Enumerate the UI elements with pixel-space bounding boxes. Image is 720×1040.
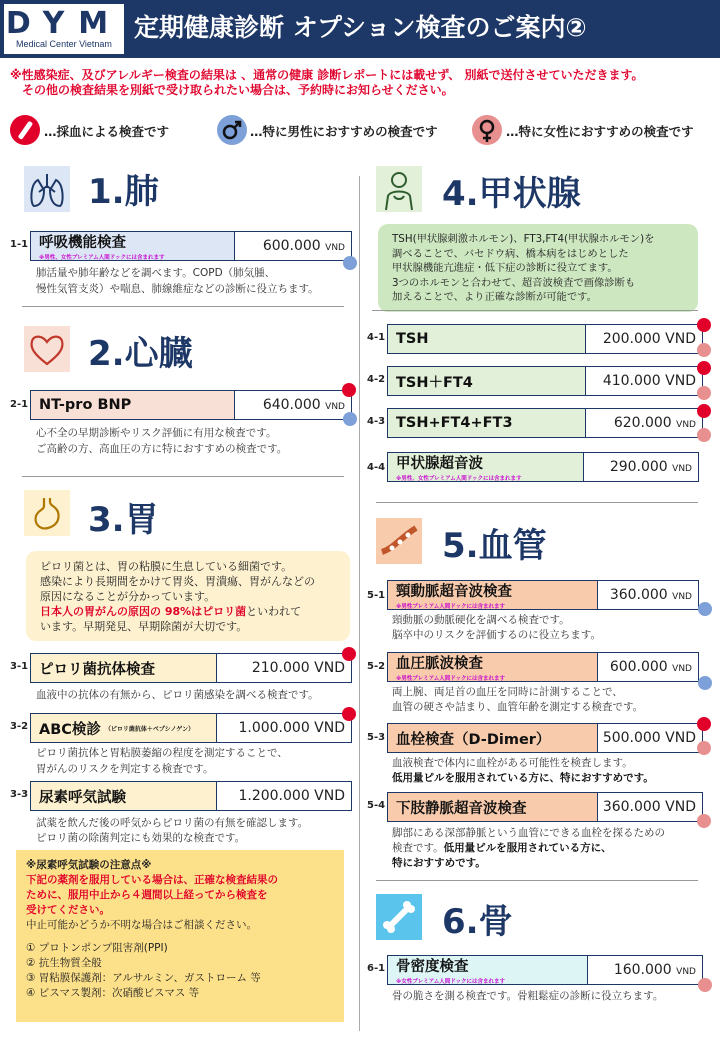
breath-desc-2: ピロリ菌の除菌判定にも効果的な検査です。 — [36, 832, 246, 844]
divider — [376, 880, 698, 881]
item-row-2-1[interactable] — [30, 390, 352, 420]
divider — [376, 502, 698, 503]
item-note: ※男性プレミアム人間ドックには含まれます — [396, 676, 506, 682]
caution-line: 下記の薬剤を服用している場合は、正確な検査結果の — [26, 874, 278, 886]
item-name-cell — [388, 367, 586, 395]
stomach-icon — [24, 490, 70, 536]
pylori-info-box: ピロリ菌とは、胃の粘膜に生息している細菌です。 感染により長期間をかけて胃炎、胃潰瘍、胃がんなどの 原因になることが分かっています。 日本人の胃がんの原因の 98%はピロリ菌といわれて います。早期発見、早期除菌が大切です。 — [26, 551, 350, 641]
male-marker-icon — [698, 602, 712, 616]
caution-box — [16, 850, 344, 1022]
item-row-4-3[interactable] — [387, 408, 703, 438]
item-name-cell — [388, 956, 588, 984]
item-number: 4-4 — [367, 462, 386, 473]
notice-line-2: その他の検査結果を別紙で受け取られたい場合は、予約時にお知らせください。 — [22, 83, 454, 97]
female-marker-icon — [697, 343, 711, 357]
item-note: ※女性プレミアム人間ドックには含まれます — [396, 979, 506, 985]
item-name: TSH＋FT4 — [396, 374, 473, 391]
item-name: 甲状腺超音波 — [396, 456, 483, 472]
item-number: 1-1 — [10, 239, 29, 250]
item-name-cell — [388, 724, 598, 752]
blood-marker-icon — [342, 707, 356, 721]
item-name: 呼吸機能検査 — [39, 235, 126, 251]
female-marker-icon — [698, 978, 712, 992]
logo-subtitle: Medical Center Vietnam — [16, 39, 112, 49]
male-marker-icon — [343, 412, 357, 426]
item-row-4-2[interactable] — [387, 366, 703, 396]
leg-vein-desc-3: 特におすすめです。 — [392, 857, 486, 869]
male-marker-icon — [698, 676, 712, 690]
item-price: 210.000 VND — [251, 660, 345, 676]
item-sub: （ピロリ菌抗体＋ペプシノゲン） — [104, 725, 195, 733]
item-name-cell — [388, 409, 586, 437]
blood-marker-icon — [697, 717, 711, 731]
item-price: 1.200.000 VND — [238, 788, 345, 804]
item-name-cell — [388, 325, 586, 353]
section-title-bone: 6.骨 — [442, 902, 513, 942]
heart-desc-2: ご高齢の方、高血圧の方に特におすすめの検査です。 — [36, 443, 288, 455]
drug-list-item: ② 抗生物質全般 — [26, 957, 102, 969]
item-row-1-1[interactable] — [30, 231, 352, 261]
item-price: 360.000 VND — [602, 799, 696, 815]
lung-desc-2: 慢性気管支炎）や喘息、肺線維症などの診断に役立ちます。 — [36, 283, 319, 295]
item-number: 5-1 — [367, 590, 386, 601]
blood-marker-icon — [342, 383, 356, 397]
female-symbol-icon — [472, 115, 502, 145]
pylori-antibody-desc: 血液中の抗体の有無から、ピロリ菌感染を調べる検査です。 — [36, 689, 319, 701]
heart-desc-1: 心不全の早期診断やリスク評価に有用な検査です。 — [36, 427, 277, 439]
abc-desc-2: 胃がんのリスクを判定する検査です。 — [36, 763, 214, 775]
item-row-3-1[interactable] — [30, 653, 352, 683]
caution-line: 受けてください。 — [26, 904, 110, 916]
item-price: 500.000 VND — [602, 730, 696, 746]
lungs-icon — [24, 166, 70, 212]
leg-vein-desc-2: 検査です。低用量ピルを服用されている方に、 — [392, 842, 612, 854]
male-symbol-icon — [217, 115, 247, 145]
thyroid-icon — [376, 166, 422, 212]
item-number: 5-4 — [367, 800, 386, 811]
drug-list-item: ④ ビスマス製剤：次硝酸ビスマス 等 — [26, 987, 200, 999]
item-row-5-4[interactable] — [387, 792, 703, 822]
item-price: 620.000 VND — [613, 415, 696, 431]
male-marker-icon — [343, 256, 357, 270]
item-name: 骨密度検査 — [396, 959, 469, 975]
item-name-cell — [31, 714, 217, 742]
logo — [4, 4, 124, 54]
item-name: TSH+FT4+FT3 — [396, 415, 513, 431]
section-title-thyroid: 4.甲状腺 — [442, 174, 581, 214]
female-marker-icon — [697, 428, 711, 442]
item-row-5-1[interactable] — [387, 580, 699, 610]
blood-tube-icon — [10, 115, 40, 145]
item-name-cell — [388, 581, 598, 609]
notice-line-1: ※性感染症、及びアレルギー検査の結果は 、通常の健康 診断レポートには載せず、 別紙で送付させていただきます。 — [10, 68, 644, 82]
item-row-5-2[interactable] — [387, 652, 699, 682]
item-number: 5-3 — [367, 732, 386, 743]
thyroid-info-box: TSH(甲状腺刺激ホルモン)、FT3,FT4(甲状腺ホルモン)を 調べることで、バセドウ病、橋本病をはじめとした 甲状腺機能亢進症・低下症の診断に役立てます。 3つのホルモンと合わせて、超音波検査で画像診断も 加えることで、より正確な診断が可能です。 — [378, 224, 698, 312]
item-price: 160.000 VND — [613, 962, 696, 978]
bone-icon — [376, 894, 422, 940]
section-title-vessel: 5.血管 — [442, 526, 547, 566]
legend-male: …特に男性におすすめの検査です — [250, 124, 438, 139]
divider — [22, 476, 344, 477]
item-number: 3-2 — [10, 721, 29, 732]
item-name-cell — [31, 232, 235, 260]
item-number: 2-1 — [10, 399, 29, 410]
item-note: ※男性プレミアム人間ドックには含まれます — [396, 604, 506, 610]
item-row-3-2[interactable] — [30, 713, 352, 743]
blood-marker-icon — [697, 318, 711, 332]
item-row-6-1[interactable] — [387, 955, 703, 985]
logo-text: DYM — [5, 6, 123, 41]
item-name: TSH — [396, 331, 429, 347]
item-price: 640.000 VND — [262, 397, 345, 413]
item-row-3-3[interactable] — [30, 781, 352, 811]
leg-vein-desc-1: 脚部にある深部静脈という血管にできる血栓を探るための — [392, 827, 665, 839]
divider — [372, 310, 698, 311]
blood-vessel-icon — [376, 518, 422, 564]
female-marker-icon — [697, 741, 711, 755]
caution-title: ※尿素呼気試験の注意点※ — [26, 859, 152, 871]
lung-desc-1: 肺活量や肺年齢などを調べます。COPD（肺気腫、 — [36, 267, 276, 279]
column-divider — [359, 176, 360, 1031]
caution-line: ために、服用中止から４週間以上経ってから検査を — [26, 889, 268, 901]
item-name: 血栓検査（D-Dimer） — [396, 731, 551, 748]
item-number: 4-1 — [367, 332, 386, 343]
item-name-cell — [31, 654, 217, 682]
item-price: 1.000.000 VND — [238, 720, 345, 736]
female-marker-icon — [697, 386, 711, 400]
item-number: 6-1 — [367, 963, 386, 974]
item-name: 下肢静脈超音波検査 — [396, 800, 527, 817]
item-name: NT-pro BNP — [39, 397, 132, 413]
legend-blood: …採血による検査です — [44, 124, 170, 139]
item-number: 3-3 — [10, 789, 29, 800]
bone-desc: 骨の脆さを測る検査です。骨粗鬆症の診断に役立ちます。 — [392, 990, 664, 1002]
item-name-cell — [31, 391, 235, 419]
abc-desc-1: ピロリ菌抗体と胃粘膜萎縮の程度を測定することで、 — [36, 747, 288, 759]
legend-female: …特に女性におすすめの検査です — [506, 124, 694, 139]
divider — [22, 306, 344, 307]
item-name: 血圧脈波検査 — [396, 656, 483, 672]
breath-desc-1: 試薬を飲んだ後の呼気からピロリ菌の有無を確認します。 — [36, 817, 309, 829]
carotid-desc-2: 脳卒中のリスクを評価するのに役立ちます。 — [392, 629, 601, 641]
drug-list-item: ③ 胃粘膜保護剤：アルサルミン、ガストローム 等 — [26, 972, 261, 984]
item-name: ピロリ菌抗体検査 — [39, 661, 155, 678]
thrombus-desc-2: 低用量ピルを服用されている方に、特におすすめです。 — [392, 772, 654, 784]
item-name: 頸動脈超音波検査 — [396, 584, 512, 600]
item-name-cell — [388, 653, 598, 681]
item-name-cell — [388, 793, 598, 821]
female-marker-icon — [697, 814, 711, 828]
item-row-4-4[interactable] — [387, 452, 699, 482]
blood-marker-icon — [697, 404, 711, 418]
item-price: 290.000 VND — [609, 459, 692, 475]
section-title-stomach: 3.胃 — [88, 500, 159, 540]
page-title: 定期健康診断 オプション検査のご案内② — [134, 13, 587, 42]
caution-note: 中止可能かどうか不明な場合はご相談ください。 — [26, 919, 257, 931]
section-title-heart: 2.心臓 — [88, 334, 193, 374]
blood-marker-icon — [342, 647, 356, 661]
blood-marker-icon — [697, 361, 711, 375]
item-number: 5-2 — [367, 661, 386, 672]
item-name-cell — [31, 782, 217, 810]
carotid-desc-1: 頸動脈の動脈硬化を調べる検査です。 — [392, 614, 570, 626]
item-row-4-1[interactable] — [387, 324, 703, 354]
item-note: ※男性、女性プレミアム人間ドックには含まれます — [396, 476, 522, 482]
item-price: 410.000 VND — [602, 373, 696, 389]
item-name: ABC検診 — [39, 721, 101, 738]
item-number: 4-2 — [367, 374, 386, 385]
pulse-wave-desc-2: 血管の硬さや詰まり、血管年齢を測定する検査です。 — [392, 701, 644, 713]
item-price: 600.000 VND — [609, 659, 692, 675]
item-price: 200.000 VND — [602, 331, 696, 347]
item-row-5-3[interactable] — [387, 723, 703, 753]
heart-icon — [24, 326, 70, 372]
item-price: 360.000 VND — [609, 587, 692, 603]
item-note: ※男性、女性プレミアム人間ドックには含まれます — [39, 255, 165, 261]
item-price: 600.000 VND — [262, 238, 345, 254]
item-name: 尿素呼気試験 — [39, 789, 126, 806]
section-title-lung: 1.肺 — [88, 172, 159, 212]
item-number: 3-1 — [10, 661, 29, 672]
drug-list-item: ① プロトンポンプ阻害剤(PPI) — [26, 942, 168, 954]
thrombus-desc-1: 血液検査で体内に血栓がある可能性を検査します。 — [392, 757, 633, 769]
item-number: 4-3 — [367, 416, 386, 427]
item-name-cell — [388, 453, 584, 481]
pulse-wave-desc-1: 両上腕、両足首の血圧を同時に計測することで、 — [392, 686, 623, 698]
